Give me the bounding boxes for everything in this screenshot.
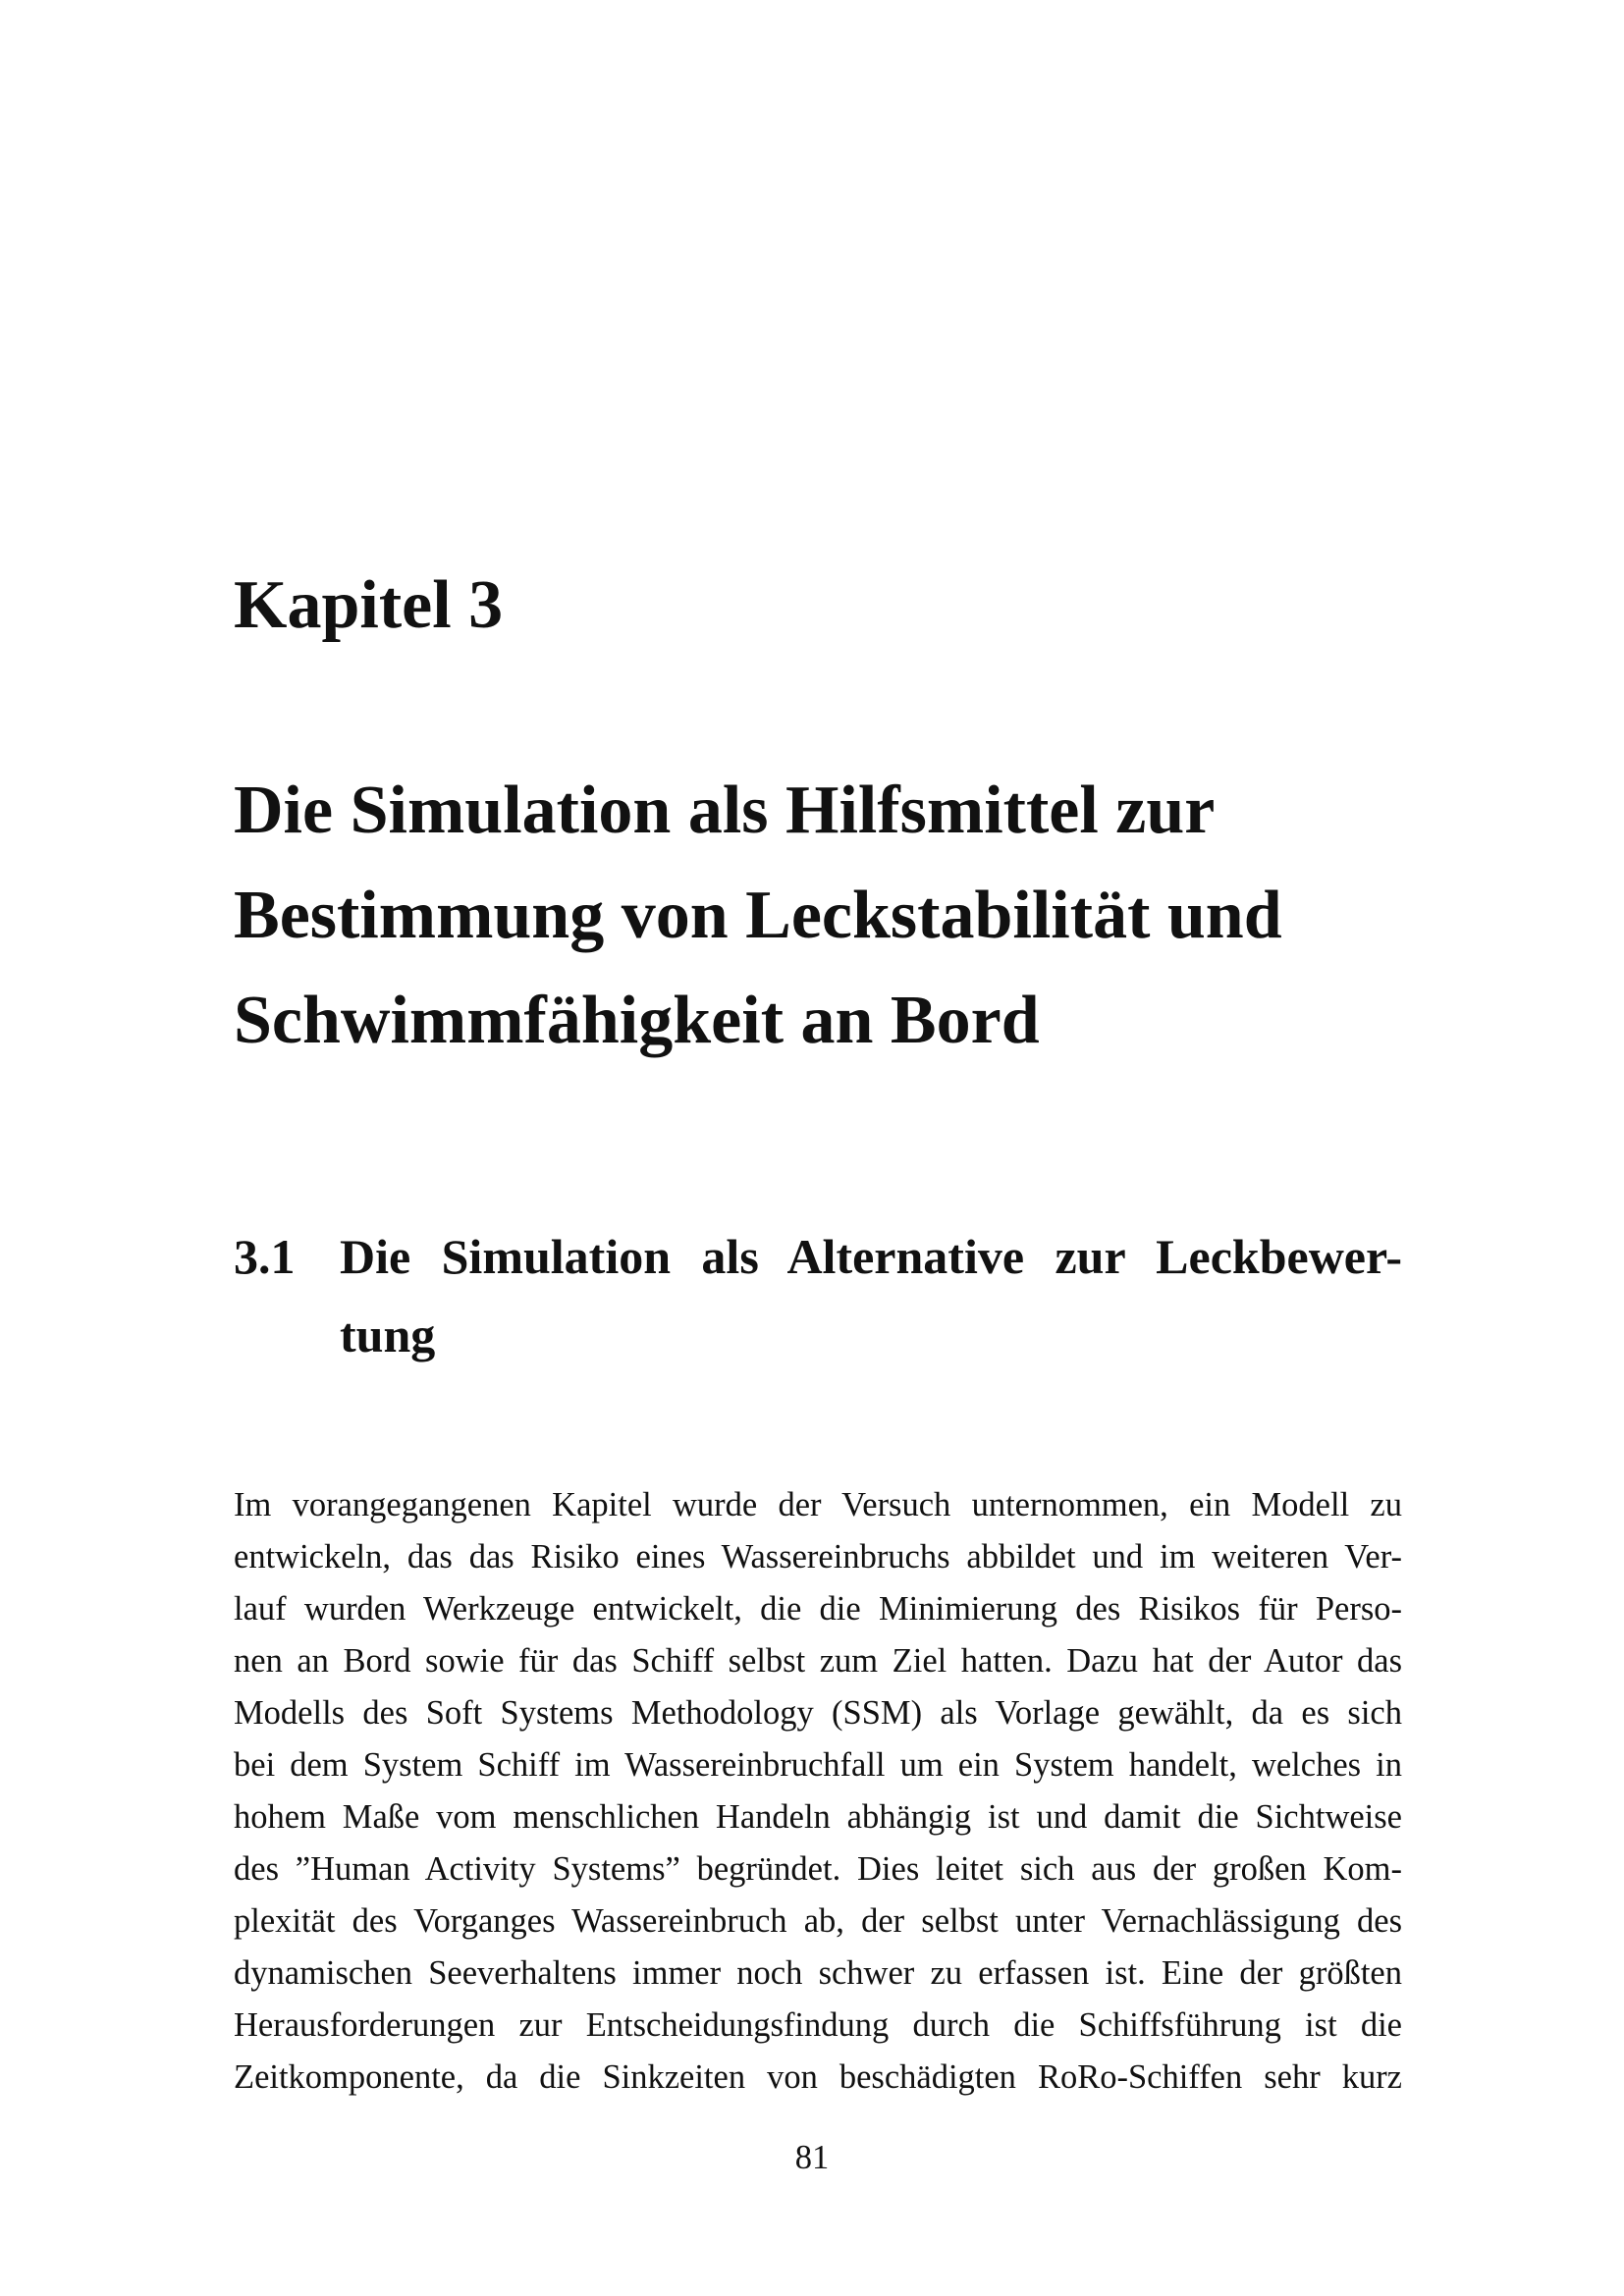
text-line: Herausforderungen zur Entscheidungsfindung durch die Schiffsführung ist die <box>234 2006 1402 2044</box>
text-line: dynamischen Seeverhaltens immer noch schwer zu erfassen ist. Eine der größten <box>234 1954 1402 1992</box>
body-paragraph <box>234 1479 1402 2104</box>
chapter-title-line: Die Simulation als Hilfsmittel zur <box>234 773 1216 848</box>
text-line: plexität des Vorganges Wassereinbruch ab, der selbst unter Vernachlässigung des <box>234 1902 1402 1940</box>
text-line: nen an Bord sowie für das Schiff selbst zum Ziel hatten. Dazu hat der Autor das <box>234 1642 1402 1680</box>
chapter-title-line: Schwimmfähigkeit an Bord <box>234 983 1040 1058</box>
text-line: des ”Human Activity Systems” begründet. Dies leitet sich aus der großen Kom- <box>234 1850 1402 1888</box>
text-line: Zeitkomponente, da die Sinkzeiten von beschädigten RoRo-Schiffen sehr kurz <box>234 2058 1402 2096</box>
section-title-line: Die Simulation als Alternative zur Leckbewer- <box>340 1229 1402 1284</box>
text-line: hohem Maße vom menschlichen Handeln abhängig ist und damit die Sichtweise <box>234 1798 1402 1836</box>
section-title-line: tung <box>340 1308 436 1362</box>
chapter-title <box>234 758 1412 1073</box>
text-line: Im vorangegangenen Kapitel wurde der Versuch unternommen, ein Modell zu <box>234 1486 1402 1523</box>
text-line: lauf wurden Werkzeuge entwickelt, die die Minimierung des Risikos für Perso- <box>234 1590 1402 1628</box>
chapter-title-line: Bestimmung von Leckstabilität und <box>234 878 1282 953</box>
section-number: 3.1 <box>234 1229 296 1284</box>
text-line: Modells des Soft Systems Methodology (SSM) als Vorlage gewählt, da es sich <box>234 1694 1402 1732</box>
text-line: bei dem System Schiff im Wassereinbruchfall um ein System handelt, welches in <box>234 1746 1402 1784</box>
chapter-label: Kapitel 3 <box>234 567 504 643</box>
page-number: 81 <box>794 2139 830 2176</box>
text-line: entwickeln, das das Risiko eines Wassereinbruchs abbildet und im weiteren Ver- <box>234 1538 1402 1575</box>
